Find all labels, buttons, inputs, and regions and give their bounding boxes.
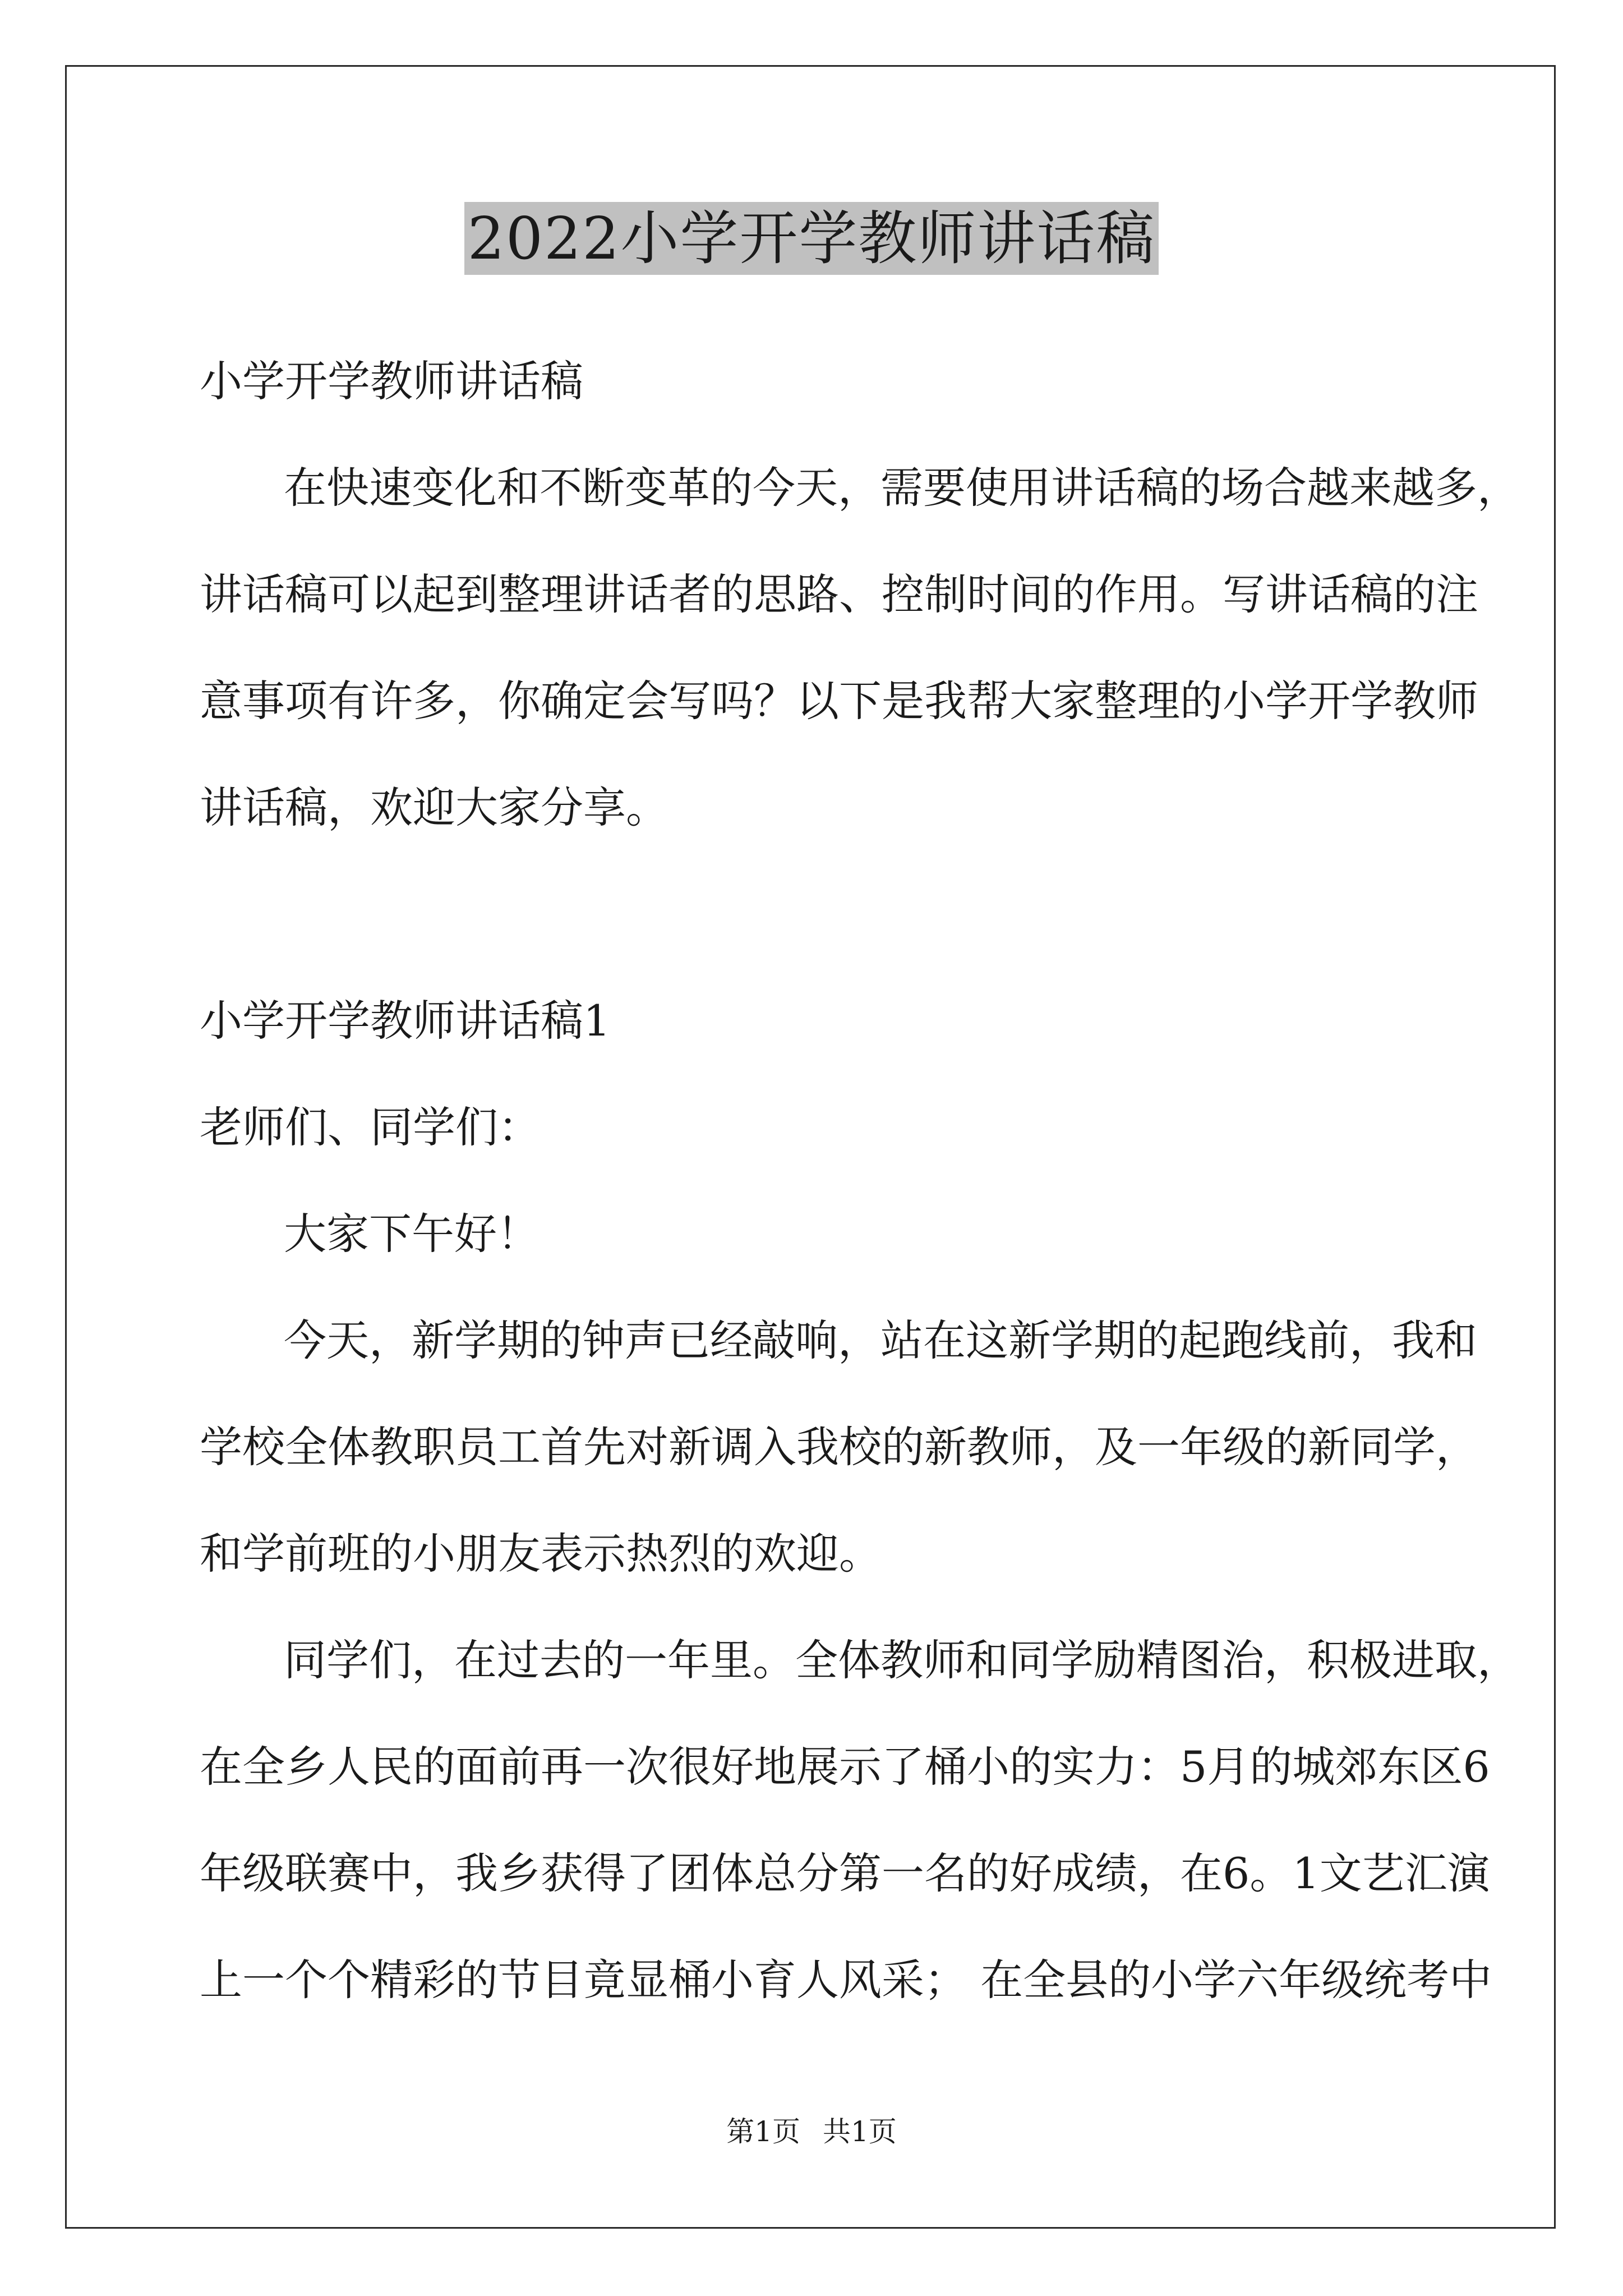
paragraph-line: 学校全体教职员工首先对新调入我校的新教师，及一年级的新同学， [200, 1422, 1478, 1472]
section-heading: 小学开学教师讲话稿1 [200, 996, 611, 1046]
paragraph-line: 年级联赛中，我乡获得了团体总分第一名的好成绩，在6。1文艺汇演 [200, 1848, 1490, 1898]
paragraph-line: 和学前班的小朋友表示热烈的欢迎。 [200, 1529, 882, 1579]
section-heading: 小学开学教师讲话稿 [200, 356, 583, 406]
greeting-line: 大家下午好！ [284, 1209, 540, 1259]
page-total: 共1页 [823, 2115, 897, 2148]
paragraph-line: 同学们，在过去的一年里。全体教师和同学励精图治，积极进取， [284, 1635, 1520, 1685]
paragraph-line: 讲话稿，欢迎大家分享。 [200, 783, 668, 832]
paragraph-line: 在快速变化和不断变革的今天，需要使用讲话稿的场合越来越多， [284, 463, 1520, 513]
title-container [0, 202, 1623, 275]
paragraph-line: 上一个个精彩的节目竟显桶小育人风采； 在全县的小学六年级统考中 [200, 1955, 1492, 2005]
page-number: 第1页 [726, 2115, 800, 2148]
paragraph-line: 意事项有许多，你确定会写吗？以下是我帮大家整理的小学开学教师 [200, 676, 1478, 726]
page-footer [0, 2115, 1623, 2148]
paragraph-line: 今天，新学期的钟声已经敲响，站在这新学期的起跑线前，我和 [284, 1315, 1477, 1365]
paragraph-line: 在全乡人民的面前再一次很好地展示了桶小的实力：5月的城郊东区6 [200, 1742, 1490, 1792]
paragraph-line: 讲话稿可以起到整理讲话者的思路、控制时间的作用。写讲话稿的注 [200, 569, 1478, 619]
document-title: 2022小学开学教师讲话稿 [464, 202, 1159, 275]
salutation-line: 老师们、同学们： [200, 1102, 541, 1152]
